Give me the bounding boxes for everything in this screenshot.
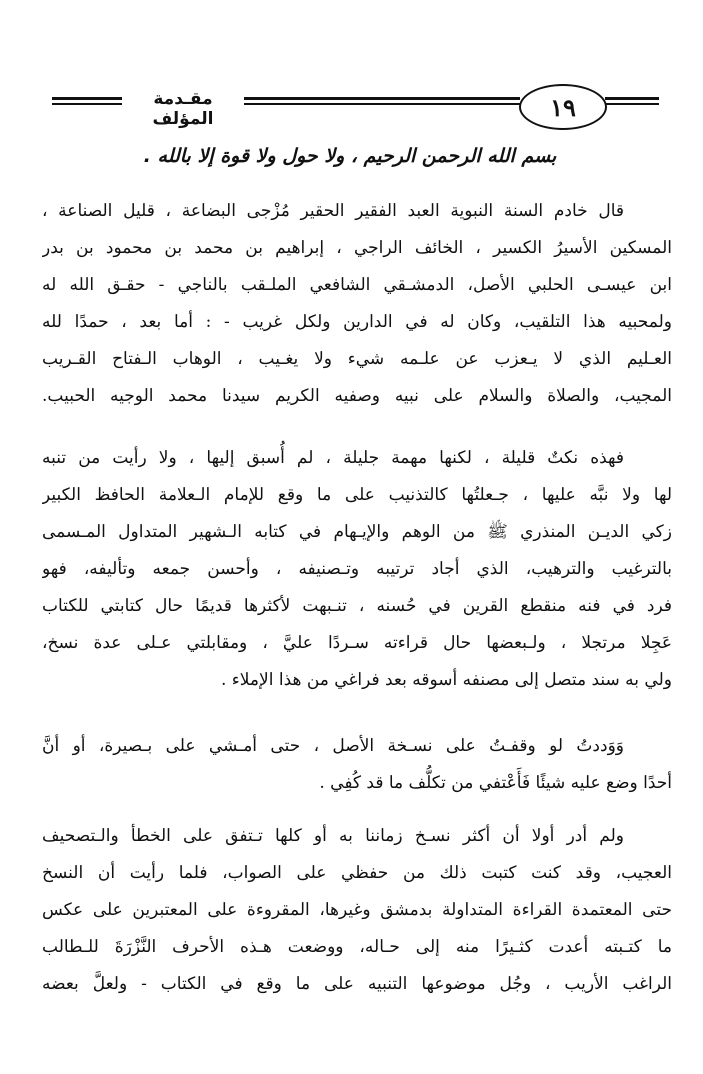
header-rule-middle-thick: [244, 97, 520, 100]
header-rule-left-thick: [52, 97, 122, 100]
text-line: فهذه نكتٌ قليلة ، لكنها مهمة جليلة ، لم أُسبق إليها ، ولا رأيت من تنبه: [42, 448, 624, 468]
paragraph-3: [42, 728, 672, 802]
header-rule-left-thin: [52, 103, 122, 105]
header-rule-right-thin: [605, 103, 659, 105]
header-rule-middle-thin: [244, 103, 520, 105]
text-line: وَوَددتُ لو وقفـتُ على نسـخة الأصل ، حتى أمـشي على بـصيرة، أو أنَّ: [42, 736, 624, 756]
text-line: بالترغيب والترهيب، الذي أجاد ترتيبه وتـصنيفه ، وأحسن جمعه وتأليفه، فهو: [42, 559, 672, 579]
text-line: قال خادم السنة النبوية العبد الفقير الحقير مُزْجى البضاعة ، قليل الصناعة ،: [42, 201, 624, 221]
running-title: مقـدمة المؤلف: [152, 89, 214, 129]
header-rule-right-thick: [605, 97, 659, 100]
paragraph-2: [42, 440, 672, 699]
text-line: ابن عيسـى الحلبي الأصل، الدمشـقي الشافعي الملـقب بالناجي - حقـق الله له: [42, 275, 672, 295]
text-line: زكي الديـن المنذري ﷺ من الوهم والإيـهام في كتابه الـشهير المتداول المـسمى: [42, 522, 672, 542]
text-line: الراغب الأريب ، وجُل موضوعها التنبيه على ما وقع في الكتاب - ولعلَّ بعضه: [42, 974, 672, 994]
paragraph-1: [42, 193, 672, 415]
text-line: عَجِلا مرتجلا ، ولـبعضها حال قراءته سـردًا عليَّ ، ومقابلتي عـلى عدة نسخ،: [42, 633, 672, 653]
text-line: العجيب، وقد كنت كتبت ذلك من حفظي على الصواب، فلما رأيت أن النسخ: [42, 863, 672, 883]
text-line: المجيب، والصلاة والسلام على نبيه وصفيه الكريم سيدنا محمد الوجيه الحبيب.: [42, 386, 672, 406]
text-line: ولم أدر أولا أن أكثر نسـخ زماننا به أو كلها تـتفق على الخطأ والـتصحيف: [42, 826, 624, 846]
text-line: المسكين الأسيرُ الكسير ، الخائف الراجي ، إبراهيم بن محمد بن محمود بن بدر: [42, 238, 672, 258]
text-line: ما كتـبته أعدت كثـيرًا منه إلى حـاله، ووضعت هـذه الأحرف النَّزْرَةَ للـطالب: [42, 937, 672, 957]
text-line: ولمحبيه هذا التلقيب، وكان له في الدارين ولكل غريب - : أما بعد ، حمدًا لله: [42, 312, 672, 332]
text-line: ولي به سند متصل إلى مصنفه أسوقه بعد فراغي من هذا الإملاء .: [220, 670, 672, 690]
text-line: لها ولا نبَّه عليها ، جـعلتُها كالتذنيب على ما وقع للإمام الـعلامة الحافظ الكبير: [42, 485, 672, 505]
text-line: العـليم الذي لا يـعزب عن علـمه شيء ولا يغـيب ، الوهاب الـفتاح القـريب: [42, 349, 672, 369]
paragraph-4: [42, 818, 672, 1003]
text-line: أحدًا وضع عليه شيئًا فَأَعْتفي من تكلُّف ما قد كُفِي .: [319, 773, 672, 793]
basmala-heading: بسم الله الرحمن الرحيم ، ولا حول ولا قوة إلا بالله .: [143, 145, 557, 167]
text-line: فرد في فنه منقطع القرين في حُسنه ، تنـبهت لأكثرها قديمًا حال كتابتي للكتاب: [42, 596, 672, 616]
page-number: ١٩: [519, 84, 607, 130]
text-line: حتى المعتمدة القراءة المتداولة بدمشق وغيرها، المقروءة على المعتبرين على عكس: [42, 900, 672, 920]
